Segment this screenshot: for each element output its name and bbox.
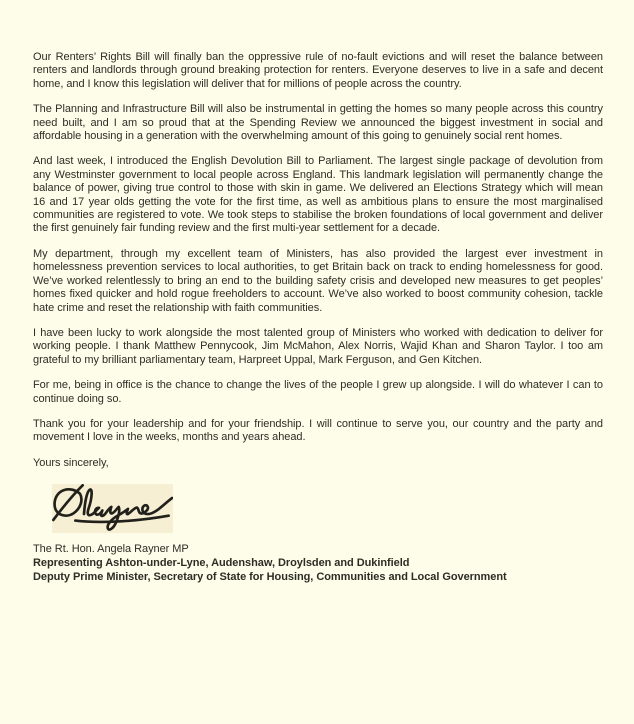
letter-paragraph: The Planning and Infrastructure Bill will also be instrumental in getting the homes so many people across this country need built, and I am so proud that at the Spending Review we announced the biggest investment in social and affordable housing in a generation with the overwhelming amount of this going to genuinely social rent homes.	[33, 103, 603, 143]
letter-paragraph: My department, through my excellent team of Ministers, has also provided the largest ever investment in homelessness prevention services to local authorities, to get Britain back on track to ending homelessness for good. We’ve worked relentlessly to bring an end to the building safety crisis and developed new measures to get peoples’ homes fixed quicker and hold rogue freeholders to account. We’ve also worked to boost community cohesion, tackle hate crime and reset the relationship with faith communities.	[33, 247, 603, 314]
signature-image	[52, 484, 173, 533]
letter-paragraph: For me, being in office is the chance to change the lives of the people I grew up alongside. I will do whatever I can to continue doing so.	[33, 379, 603, 405]
signatory-titles: Deputy Prime Minister, Secretary of State for Housing, Communities and Local Government	[33, 570, 507, 583]
signature-icon	[52, 484, 173, 533]
signatory-constituency: Representing Ashton-under-Lyne, Audenshaw, Droylsden and Dukinfield	[33, 556, 410, 569]
signature-block	[33, 543, 603, 584]
letter-paragraph: I have been lucky to work alongside the most talented group of Ministers who worked with dedication to deliver for working people. I thank Matthew Pennycook, Jim McMahon, Alex Norris, Wajid Khan and Sharon Taylor. I too am grateful to my brilliant parliamentary team, Harpreet Uppal, Mark Ferguson, and Gen Kitchen.	[33, 326, 603, 366]
letter-paragraph: Thank you for your leadership and for your friendship. I will continue to serve you, our country and the party and movement I love in the weeks, months and years ahead.	[33, 417, 603, 444]
letter-paragraph: And last week, I introduced the English Devolution Bill to Parliament. The largest single package of devolution from any Westminster government to local people across England. This landmark legislation will permanently change the balance of power, giving true control to those with skin in game. We delivered an Elections Strategy which will mean 16 and 17 year olds getting the vote for the first time, as well as ambitious plans to ensure the most marginalised communities are registered to vote. We took steps to stabilise the broken foundations of local government and deliver the first genuinely fair funding review and the first multi-year settlement for a decade.	[33, 155, 603, 235]
letter-closing: Yours sincerely,	[33, 456, 109, 469]
signatory-name: The Rt. Hon. Angela Rayner MP	[33, 543, 189, 556]
letter-paragraph: Our Renters’ Rights Bill will finally ban the oppressive rule of no-fault evictions and will reset the balance between renters and landlords through ground breaking protection for renters. Everyone deserves to live in a safe and decent home, and I know this legislation will deliver that for millions of people across the country.	[33, 51, 603, 90]
